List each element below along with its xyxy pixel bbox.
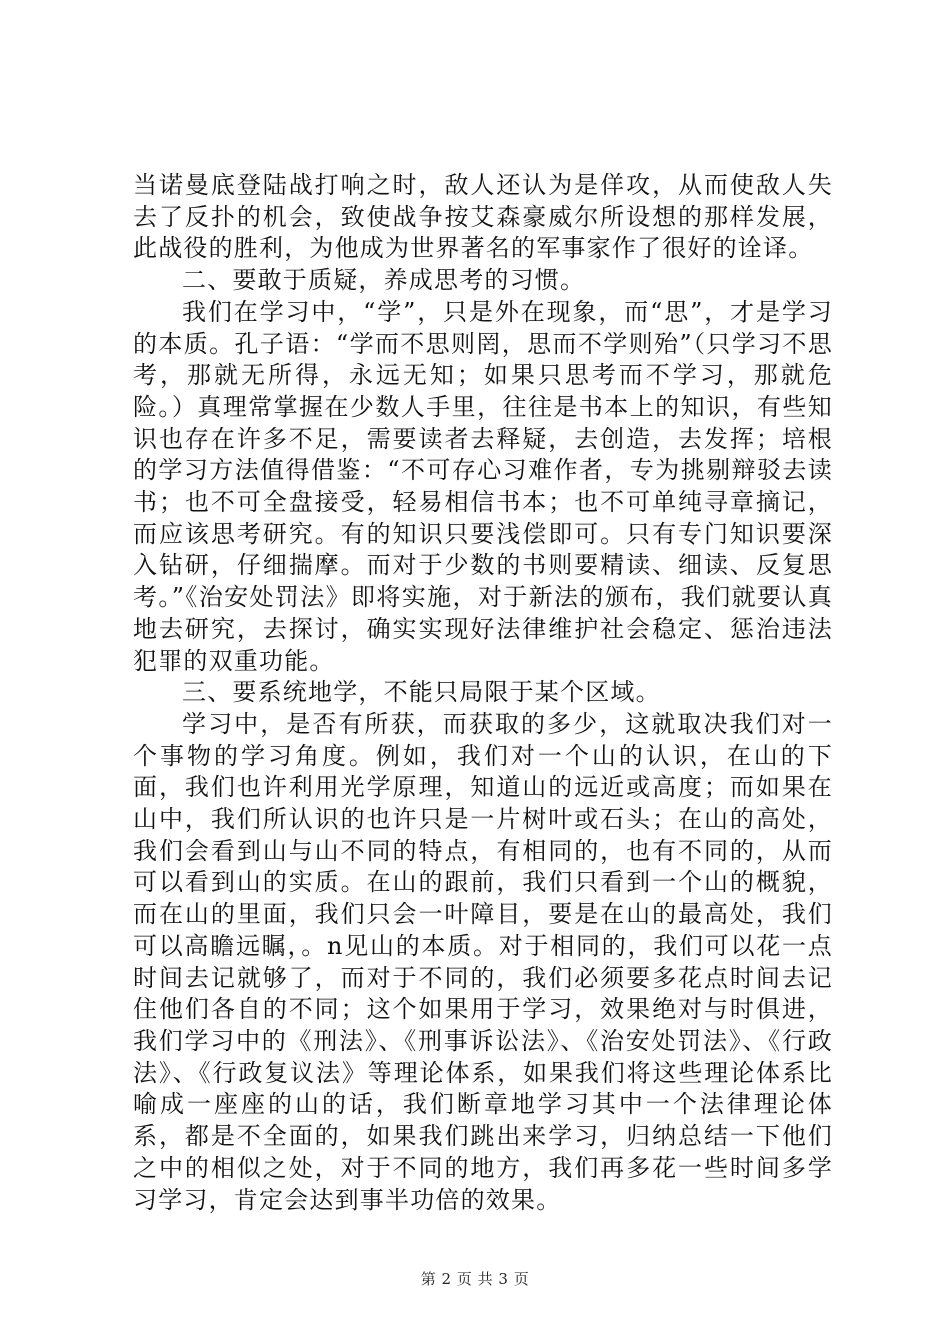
document-body: [133, 170, 833, 1216]
page-footer: 第 2 页 共 3 页: [420, 1270, 530, 1288]
paragraph-continuation: 当诺曼底登陆战打响之时，敌人还认为是佯攻，从而使敌人失去了反扑的机会，致使战争按艾森豪威尔所设想的那样发展，此战役的胜利，为他成为世界著名的军事家作了很好的诠译。: [133, 171, 833, 263]
paragraph-questioning: 我们在学习中，“学”，只是外在现象，而“思”，才是学习的本质。孔子语：“学而不思则罔，思而不学则殆”（只学习不思考，那就无所得，永远无知；如果只思考而不学习，那就危险。）真理常掌握在少数人手里，往往是书本上的知识，有些知识也存在许多不足，需要读者去释疑，去创造，去发挥；培根的学习方法值得借鉴：“不可存心习难作者，专为挑剔辩驳去读书；也不可全盘接受，轻易相信书本；也不可单纯寻章摘记，而应该思考研究。有的知识只要浅偿即可。只有专门知识要深入钻研，仔细揣摩。而对于少数的书则要精读、细读、反复思考。”《治安处罚法》即将实施，对于新法的颁布，我们就要认真地去研究，去探讨，确实实现好法律维护社会稳定、惩治违法犯罪的双重功能。: [133, 297, 833, 675]
paragraph-systematic-learning: 学习中，是否有所获，而获取的多少，这就取决我们对一个事物的学习角度。例如，我们对一个山的认识，在山的下面，我们也许利用光学原理，知道山的远近或高度；而如果在山中，我们所认识的也许只是一片树叶或石头；在山的高处，我们会看到山与山不同的特点，有相同的，也有不同的，从而可以看到山的实质。在山的跟前，我们只看到一个山的概貌，而在山的里面，我们只会一叶障目，要是在山的最高处，我们可以高瞻远瞩，。n见山的本质。对于相同的，我们可以花一点时间去记就够了，而对于不同的，我们必须要多花点时间去记住他们各自的不同；这个如果用于学习，效果绝对与时俱进，我们学习中的《刑法》、《刑事诉讼法》、《治安处罚法》、《行政法》、《行政复议法》等理论体系，如果我们将这些理论体系比喻成一座座的山的话，我们断章地学习其中一个法律理论体系，都是不全面的，如果我们跳出来学习，归纳总结一下他们之中的相似之处，对于不同的地方，我们再多花一些时间多学习学习，肯定会达到事半功倍的效果。: [133, 709, 833, 1214]
section-heading-2: 二、要敢于质疑，养成思考的习惯。: [182, 266, 586, 295]
section-heading-3: 三、要系统地学，不能只局限于某个区域。: [182, 678, 661, 707]
